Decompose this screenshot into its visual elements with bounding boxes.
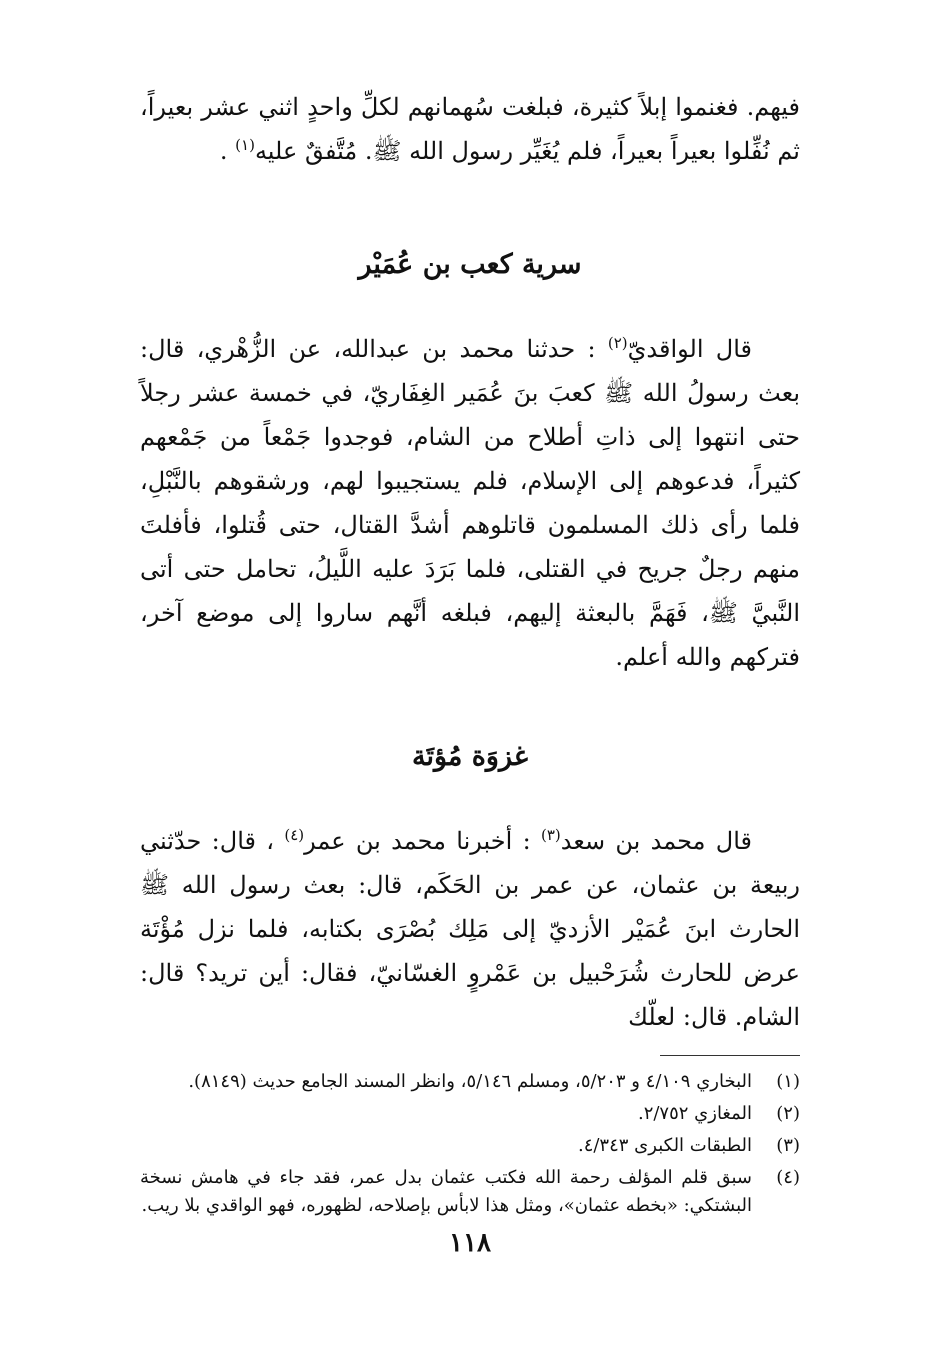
- section-kaab-paragraph: [140, 327, 800, 679]
- intro-end: .: [219, 137, 236, 165]
- mutah-para-part1: قال محمد بن سعد: [560, 827, 752, 855]
- intro-paragraph: [140, 85, 800, 173]
- footnotes-list: [140, 1068, 800, 1220]
- section-title-mutah: غزوَة مُؤتَة: [411, 741, 528, 772]
- footnote-item: [140, 1100, 800, 1128]
- footnote-text: المغازي ٢/٧٥٢.: [637, 1103, 752, 1124]
- footnote-ref-4[interactable]: (٤): [284, 826, 305, 844]
- footnote-text: الطبقات الكبرى ٤/٣٤٣.: [577, 1135, 752, 1156]
- page-number: ١١٨: [449, 1228, 491, 1258]
- section-title-kaab: سرية كعب بن عُمَيْر: [358, 249, 582, 280]
- intro-text: فيهم. فغنموا إبلاً كثيرة، فبلغت سُهمانهم لكلِّ واحدٍ اثني عشر بعيراً، ثم نُفِّلوا بعيراً بعيراً، فلم يُغَيِّر رسول الله ﷺ. مُتَّفقٌ عليه: [140, 93, 800, 165]
- footnote-number: (٢): [776, 1103, 800, 1124]
- footnote-number: (١): [776, 1071, 800, 1092]
- footnote-ref-2[interactable]: (٢): [607, 334, 628, 352]
- footnote-number: (٣): [776, 1135, 800, 1156]
- page-body: [140, 85, 800, 1224]
- kaab-para-rest: : حدثنا محمد بن عبدالله، عن الزُّهْري، قال: بعث رسولُ الله ﷺ كعبَ بنَ عُمَير الغِفَاريّ، في خمسة عشر رجلاً حتى انتهوا إلى ذاتِ أطلاح من الشام، فوجدوا جَمْعاً من جَمْعهم كثيراً، فدعوهم إلى الإسلام، فلم يستجيبوا لهم، ورشقوهم بالنَّبْلِ، فلما رأى ذلك المسلمون قاتلوهم أشدَّ القتال، حتى قُتلوا، فأفلتَ منهم رجلٌ جريح في القتلى، فلما بَرَدَ عليه اللَّيلُ، تحامل حتى أتى النَّبيَّ ﷺ، فَهَمَّ بالبعثة إليهم، فبلغه أنَّهم ساروا إلى موضع آخر، فتركهم والله أعلم.: [140, 335, 801, 671]
- footnote-ref-3[interactable]: (٣): [540, 826, 561, 844]
- footnote-item: [140, 1164, 800, 1220]
- footnote-item: [140, 1068, 800, 1096]
- footnote-number: (٤): [776, 1167, 800, 1188]
- footnote-text: البخاري ٤/١٠٩ و ٥/٢٠٣، ومسلم ٥/١٤٦، وانظر المسند الجامع حديث (٨١٤٩).: [188, 1071, 752, 1092]
- mutah-para-part3: ، قال: حدّثني ربيعة بن عثمان، عن عمر بن الحَكَم، قال: بعث رسول الله ﷺ الحارث ابنَ عُمَيْر الأزديّ إلى مَلِك بُصْرَى بكتابه، فلما نزل مُؤْتَة عرض للحارث شُرَحْبيل بن عَمْروٍ الغسّانيّ، فقال: أين تريد؟ قال: الشام. قال: لعلّك: [140, 827, 800, 1031]
- footnote-text: سبق قلم المؤلف رحمة الله فكتب عثمان بدل عمر، فقد جاء في هامش نسخة البشتكي: «بخطه عثمان»، ومثل هذا لابأس بإصلاحه، لظهوره، فهو الواقدي بلا ريب.: [140, 1167, 752, 1216]
- footnote-item: [140, 1132, 800, 1160]
- footnote-ref-1[interactable]: (١): [235, 136, 255, 154]
- section-mutah-paragraph: [140, 819, 800, 1039]
- mutah-para-part2: : أخبرنا محمد بن عمر: [304, 827, 541, 855]
- footnote-divider: [660, 1055, 800, 1056]
- kaab-para-start: قال الواقديّ: [627, 335, 752, 363]
